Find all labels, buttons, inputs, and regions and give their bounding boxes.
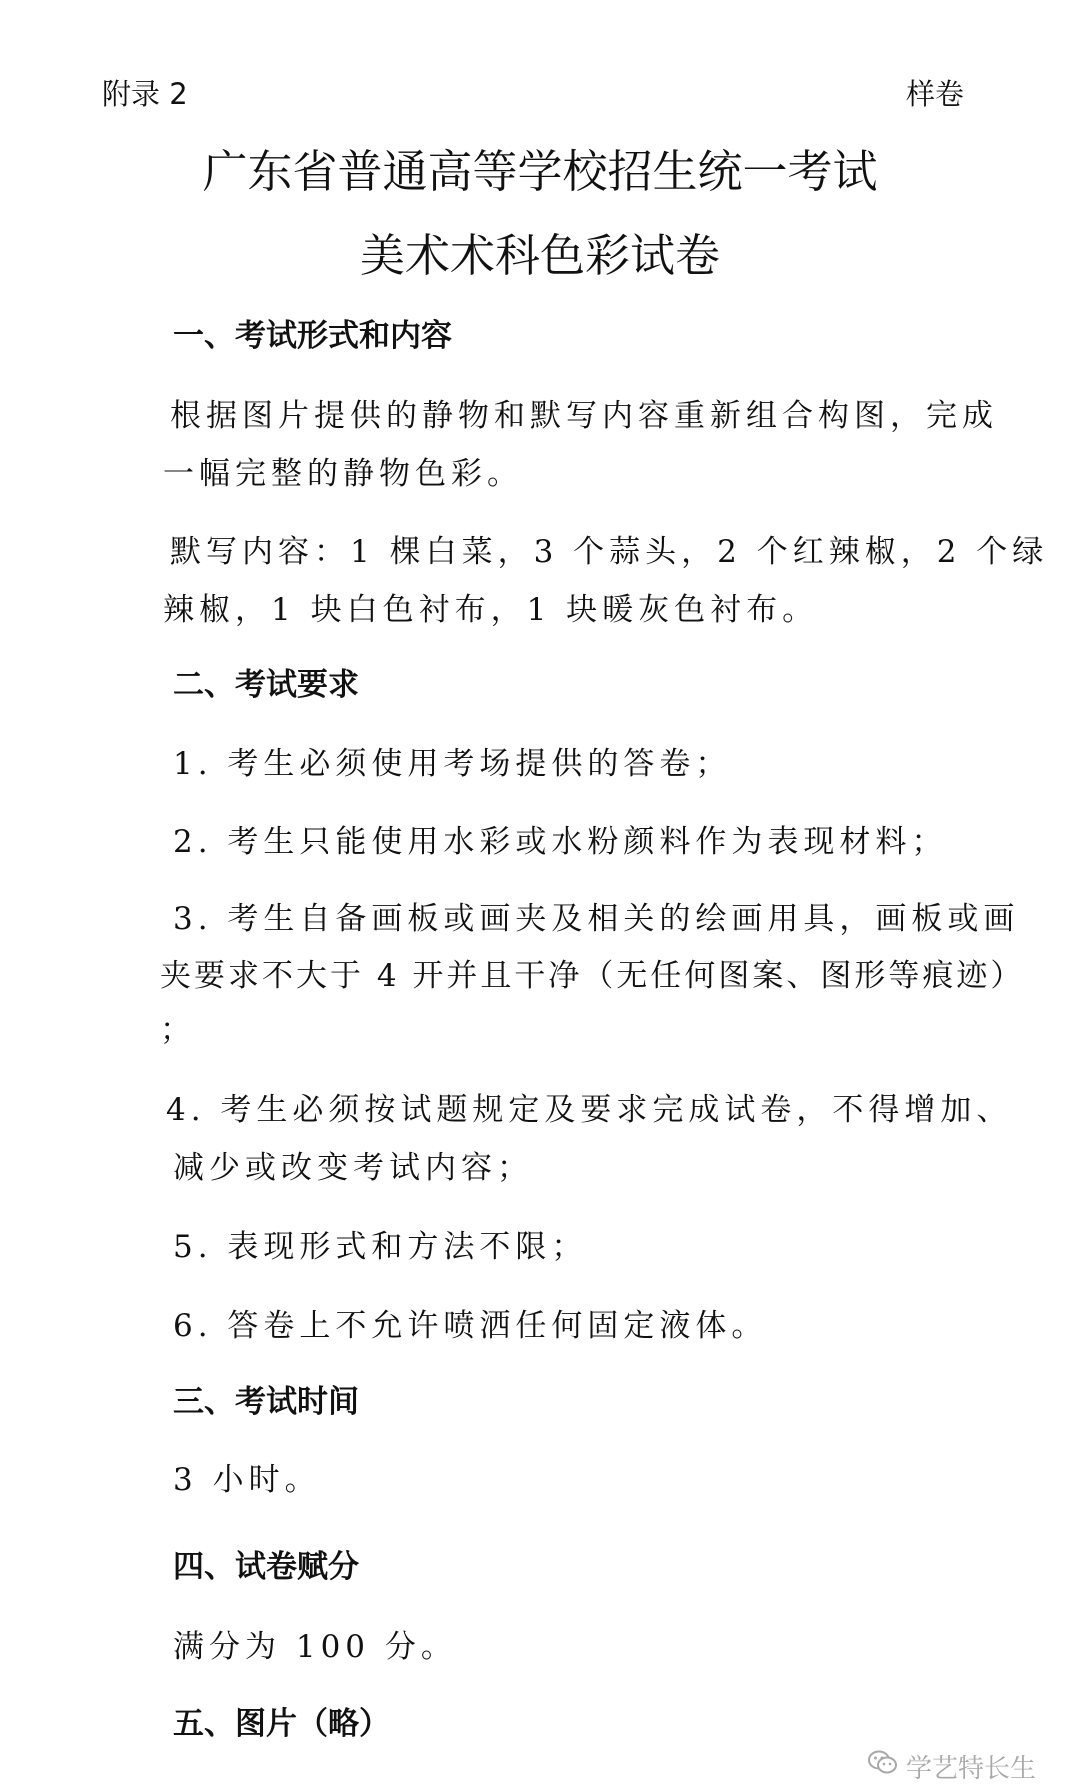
requirement-item: 5. 表现形式和方法不限； [173, 1229, 588, 1265]
page-title: 广东省普通高等学校招生统一考试 [202, 145, 878, 198]
section-heading-5: 五、图片（略） [173, 1706, 390, 1742]
appendix-label: 附录 2 [102, 77, 188, 111]
requirement-item: 4. 考生必须按试题规定及要求完成试卷，不得增加、 [166, 1092, 1013, 1128]
paragraph-line: 一幅完整的静物色彩。 [163, 456, 523, 492]
requirement-item: 3. 考生自备画板或画夹及相关的绘画用具，画板或画 [173, 901, 1020, 937]
requirement-item: 2. 考生只能使用水彩或水粉颜料作为表现材料； [173, 824, 948, 860]
section-heading-1: 一、考试形式和内容 [173, 318, 452, 354]
paragraph-line: 默写内容：1 棵白菜，3 个蒜头，2 个红辣椒，2 个绿 [170, 534, 1049, 570]
section-heading-3: 三、考试时间 [173, 1384, 359, 1420]
requirement-item: 夹要求不大于 4 开并且干净（无任何图案、图形等痕迹） [160, 958, 1025, 994]
exam-time-text: 3 小时。 [173, 1462, 321, 1498]
sample-label: 样卷 [906, 77, 965, 111]
paragraph-line: 根据图片提供的静物和默写内容重新组合构图，完成 [170, 398, 998, 434]
section-heading-4: 四、试卷赋分 [173, 1549, 359, 1585]
section-heading-2: 二、考试要求 [173, 667, 359, 703]
watermark-text: 学艺特长生 [906, 1754, 1037, 1784]
requirement-item: 减少或改变考试内容； [173, 1150, 533, 1186]
watermark [868, 1748, 1036, 1785]
wechat-icon [868, 1750, 898, 1783]
paragraph-line: 辣椒，1 块白色衬布，1 块暖灰色衬布。 [163, 592, 819, 628]
requirement-item: ； [160, 1012, 196, 1048]
page-subtitle: 美术术科色彩试卷 [359, 229, 720, 282]
requirement-item: 6. 答卷上不允许喷洒任何固定液体。 [173, 1308, 768, 1344]
score-text: 满分为 100 分。 [173, 1629, 457, 1665]
requirement-item: 1. 考生必须使用考场提供的答卷； [173, 746, 732, 782]
